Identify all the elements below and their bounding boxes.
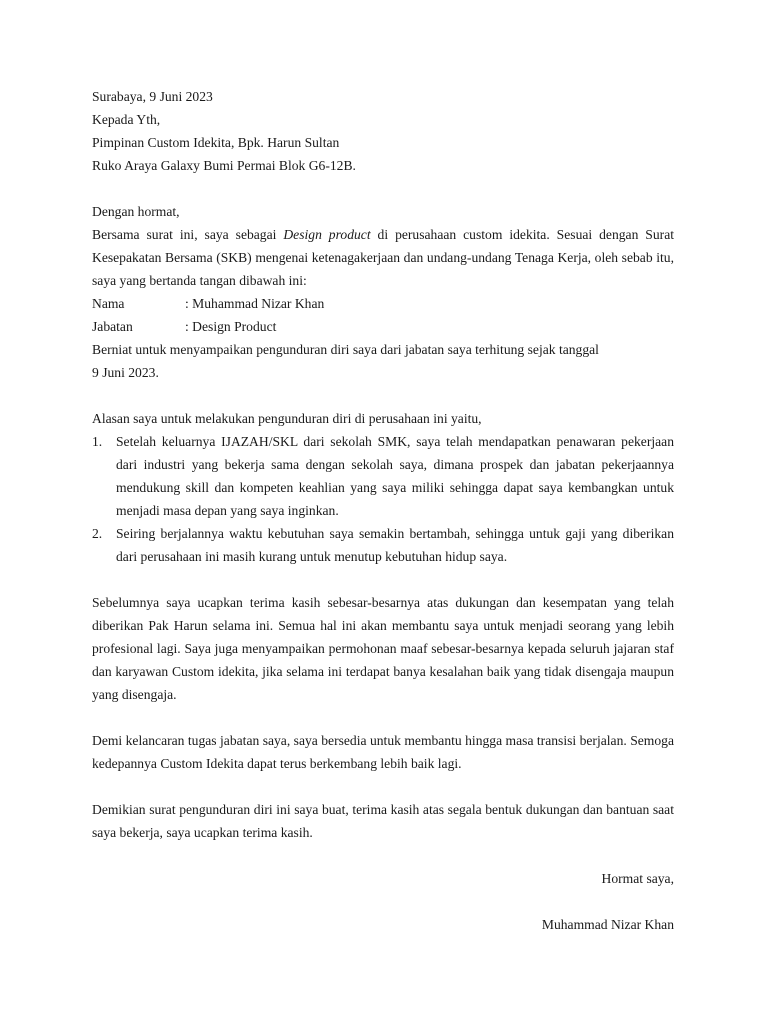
reasons-intro: Alasan saya untuk melakukan pengunduran diri di perusahaan ini yaitu, [92, 411, 482, 426]
reasons-list [92, 430, 674, 568]
spacer [92, 775, 674, 798]
list-item-number: 2. [92, 526, 103, 541]
spacer [92, 177, 674, 200]
letter-body [92, 85, 674, 936]
intent-line-2: 9 Juni 2023. [92, 365, 159, 380]
list-item [92, 522, 674, 568]
field-position [92, 315, 674, 338]
field-name [92, 292, 674, 315]
list-item-number: 1. [92, 434, 103, 449]
list-item-text: Seiring berjalannya waktu kebutuhan saya semakin bertambah, sehingga untuk gaji yang diberikan dari perusahaan ini masih kurang untuk menutup kebutuhan hidup saya. [116, 526, 674, 564]
field-position-value: : Design Product [185, 319, 277, 334]
list-item [92, 430, 674, 522]
transition-paragraph: Demi kelancaran tugas jabatan saya, saya bersedia untuk membantu hingga masa transisi berjalan. Semoga kedepannya Custom Idekita dapat terus berkembang lebih baik lagi. [92, 733, 674, 771]
closing-paragraph: Demikian surat pengunduran diri ini saya buat, terima kasih atas segala bentuk dukungan dan bantuan saat saya bekerja, saya ucapkan terima kasih. [92, 802, 674, 840]
list-item-text: Setelah keluarnya IJAZAH/SKL dari sekolah SMK, saya telah mendapatkan penawaran pekerjaan dari industri yang bekerja sama dengan sekolah saya, dimana prospek dan jabatan pekerjaannya mendukung skill dan kompeten keahlian yang saya miliki sehingga dapat saya kembangkan untuk menjadi masa depan yang saya inginkan. [116, 434, 674, 518]
spacer [92, 890, 674, 913]
greeting: Dengan hormat, [92, 204, 180, 219]
spacer [92, 706, 674, 729]
field-name-value: : Muhammad Nizar Khan [185, 296, 325, 311]
spacer [92, 844, 674, 867]
place-date: Surabaya, 9 Juni 2023 [92, 89, 213, 104]
field-name-label: Nama [92, 296, 125, 311]
spacer [92, 384, 674, 407]
signature-name: Muhammad Nizar Khan [541, 917, 674, 932]
to-line: Kepada Yth, [92, 112, 161, 127]
intro-paragraph [92, 223, 674, 292]
recipient-address: Ruko Araya Galaxy Bumi Permai Blok G6-12B. [92, 158, 356, 173]
field-position-label: Jabatan [92, 319, 133, 334]
intro-role: Design product [283, 227, 371, 242]
intro-part-1: Bersama surat ini, saya sebagai [92, 227, 284, 242]
intro-part-2: di perusahaan custom idekita. Sesuai dengan Surat Kesepakatan Bersama (SKB) mengenai ketenagakerjaan dan undang-undang Tenaga Kerja, oleh sebab itu, saya yang bertanda tangan dibawah ini: [92, 227, 675, 288]
recipient: Pimpinan Custom Idekita, Bpk. Harun Sultan [92, 135, 340, 150]
spacer [92, 568, 674, 591]
thanks-paragraph: Sebelumnya saya ucapkan terima kasih sebesar-besarnya atas dukungan dan kesempatan yang telah diberikan Pak Harun selama ini. Semua hal ini akan membantu saya untuk menjadi seorang yang lebih profesional lagi. Saya juga menyampaikan permohonan maaf sebesar-besarnya kepada seluruh jajaran staf dan karyawan Custom idekita, jika selama ini terdapat banya kesalahan baik yang tidak disengaja maupun yang disengaja. [92, 595, 674, 702]
signature-salutation: Hormat saya, [601, 871, 674, 886]
intent-line-1: Berniat untuk menyampaikan pengunduran diri saya dari jabatan saya terhitung sejak tanggal [92, 342, 599, 357]
